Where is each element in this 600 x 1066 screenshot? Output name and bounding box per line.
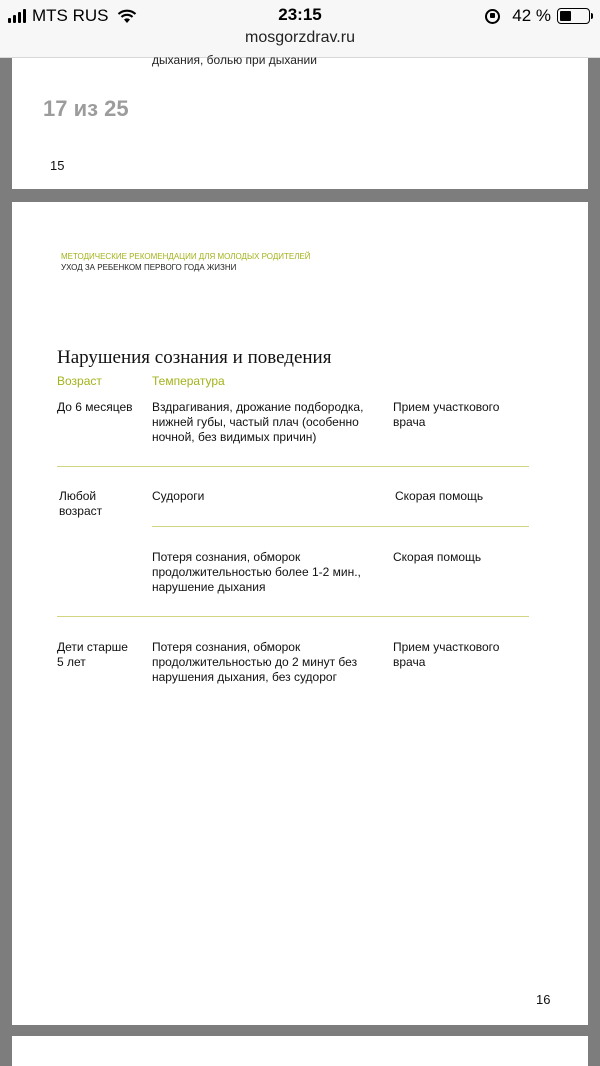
status-bar bbox=[0, 0, 600, 58]
pdf-page-15 bbox=[12, 53, 588, 189]
page-number: 15 bbox=[50, 158, 65, 173]
row-divider bbox=[152, 526, 529, 527]
table-cell-action: Прием участкового врача bbox=[393, 640, 500, 669]
page-number: 16 bbox=[536, 992, 551, 1007]
table-cell-age: Дети старше 5 лет bbox=[57, 640, 128, 669]
battery-fill bbox=[560, 11, 571, 21]
column-header-age: Возраст bbox=[57, 374, 102, 388]
cut-off-text: дыхания, болью при дыхании bbox=[152, 53, 317, 67]
table-cell-action: Скорая помощь bbox=[393, 550, 482, 564]
table-cell-age: До 6 месяцев bbox=[57, 400, 133, 414]
table-cell-symptom: Потеря сознания, обморок продолжительностью до 2 минут без нарушения дыхания, без судорог bbox=[152, 640, 358, 684]
battery-percent: 42 % bbox=[512, 6, 551, 25]
battery-icon bbox=[557, 8, 590, 24]
table-cell-age: Любой возраст bbox=[59, 489, 103, 518]
column-header-temperature: Температура bbox=[152, 374, 225, 388]
clock: 23:15 bbox=[278, 5, 322, 24]
pdf-page-16 bbox=[12, 202, 588, 1025]
table-cell-symptom: Потеря сознания, обморок продолжительностью более 1-2 мин., нарушение дыхания bbox=[152, 550, 361, 594]
doc-header-line1: МЕТОДИЧЕСКИЕ РЕКОМЕНДАЦИИ ДЛЯ МОЛОДЫХ РОДИТЕЛЕЙ bbox=[61, 252, 311, 261]
pdf-page-17 bbox=[12, 1036, 588, 1066]
row-divider bbox=[57, 616, 529, 617]
status-right bbox=[485, 6, 590, 26]
section-title: Нарушения сознания и поведения bbox=[57, 347, 332, 368]
carrier-name: MTS RUS bbox=[32, 6, 109, 25]
doc-header-line2: УХОД ЗА РЕБЕНКОМ ПЕРВОГО ГОДА ЖИЗНИ bbox=[61, 263, 237, 272]
rotation-lock-icon bbox=[485, 9, 500, 24]
address-bar-url[interactable]: mosgorzdrav.ru bbox=[245, 29, 355, 46]
row-divider bbox=[57, 466, 529, 467]
page-indicator: 17 из 25 bbox=[43, 96, 129, 121]
table-cell-action: Прием участкового врача bbox=[393, 400, 500, 429]
table-cell-action: Скорая помощь bbox=[395, 489, 484, 503]
table-cell-symptom: Судороги bbox=[152, 489, 205, 503]
table-cell-symptom: Вздрагивания, дрожание подбородка, нижней губы, частый плач (особенно ночной, без видимых причин) bbox=[152, 400, 364, 444]
